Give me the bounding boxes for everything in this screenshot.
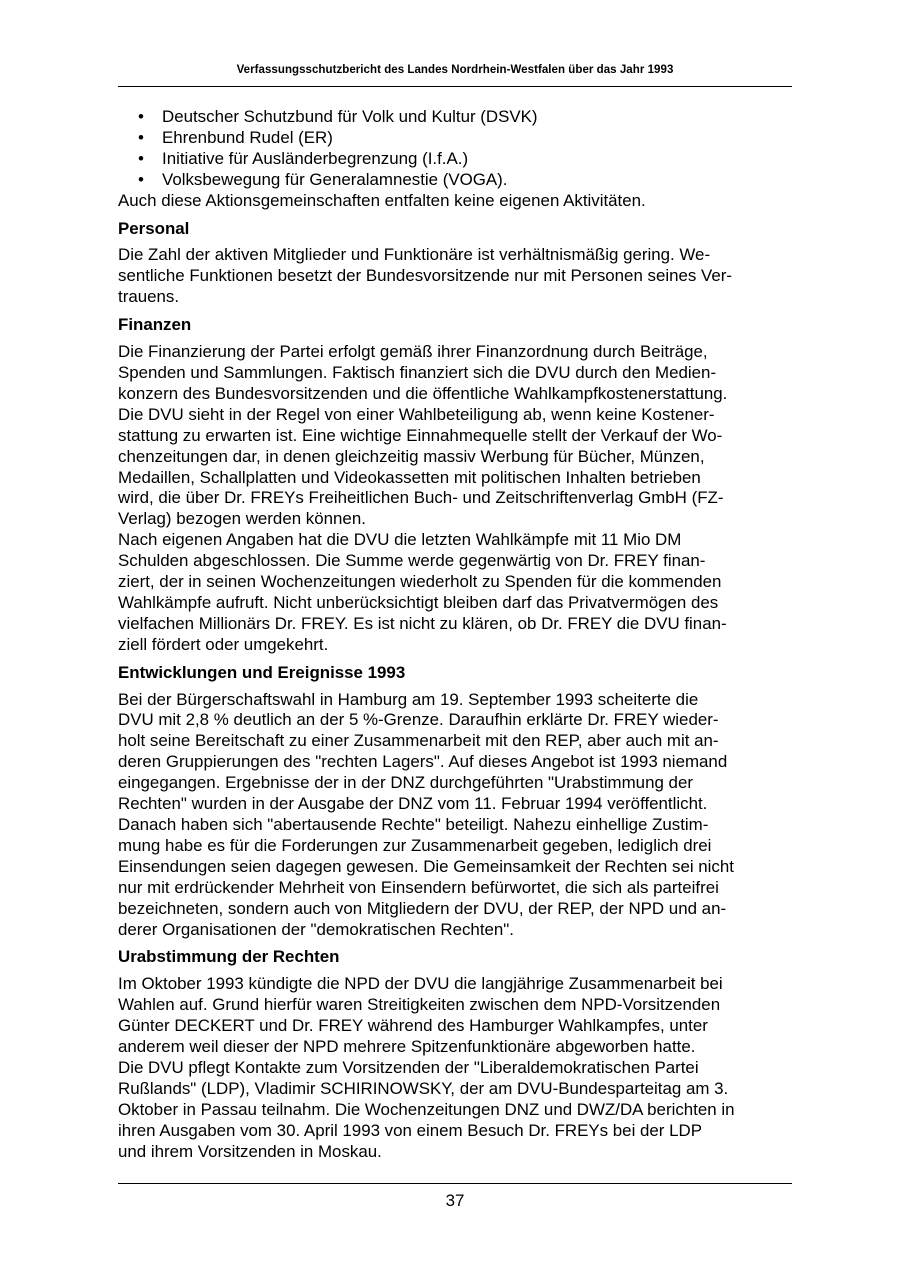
bullet-glyph: • (138, 169, 144, 189)
section-heading-finanzen: Finanzen (118, 315, 192, 335)
footer-rule (118, 1183, 792, 1184)
paragraph-entwicklungen: Bei der Bürgerschaftswahl in Hamburg am 19. September 1993 scheiterte die DVU mit 2,8 % deutlich an der 5 %-Grenze. Daraufhin erklärte Dr. FREY wieder- holt seine Bereitschaft zu einer Zusammenarbeit mit den REP, aber auch mit an- deren Gruppierungen des "rechten Lagers". Auf dieses Angebot ist 1993 niemand eingegangen. Ergebnisse der in der DNZ durchgeführten "Urabstimmung der Rechten" wurden in der Ausgabe der DNZ vom 11. Februar 1994 veröffentlicht. Danach haben sich "abertausende Rechte" beteiligt. Nahezu einhellige Zustim- mung habe es für die Forderungen zur Zusammenarbeit gegeben, lediglich drei Einsendungen seien dagegen gewesen. Die Gemeinsamkeit der Rechten sei nicht nur mit erdrückender Mehrheit von Einsendern befürwortet, die sich als parteifrei bezeichneten, sondern auch von Mitgliedern der DVU, der REP, der NPD und an- derer Organisationen der "demokratischen Rechten". (118, 689, 734, 939)
organization-list (118, 107, 792, 191)
section-heading-entwicklungen: Entwicklungen und Ereignisse 1993 (118, 662, 406, 682)
paragraph-personal: Die Zahl der aktiven Mitglieder und Funktionäre ist verhältnismäßig gering. We- sentliche Funktionen besetzt der Bundesvorsitzende nur mit Personen seines Ver- trauens. (118, 245, 733, 307)
list-item-text: Ehrenbund Rudel (ER) (162, 127, 333, 147)
list-closing-text: Auch diese Aktionsgemeinschaften entfalten keine eigenen Aktivitäten. (118, 190, 646, 210)
page-number: 37 (445, 1191, 465, 1210)
list-item-text: Deutscher Schutzbund für Volk und Kultur (DSVK) (162, 107, 538, 126)
list-item (118, 170, 792, 191)
running-header: Verfassungsschutzbericht des Landes Nordrhein-Westfalen über das Jahr 1993 (236, 64, 674, 76)
list-item-text: Initiative für Ausländerbegrenzung (I.f.A.) (162, 148, 469, 168)
section-heading-personal: Personal (118, 218, 190, 238)
list-item (118, 128, 792, 149)
header-rule (118, 86, 792, 87)
list-item (118, 107, 792, 128)
bullet-glyph: • (138, 127, 144, 147)
document-page (118, 0, 792, 1273)
paragraph-finanzen-2: Nach eigenen Angaben hat die DVU die letzten Wahlkämpfe mit 11 Mio DM Schulden abgeschlossen. Die Summe werde gegenwärtig von Dr. FREY finan- ziert, der in seinen Wochenzeitungen wiederholt zu Spenden für die kommenden Wahlkämpfe aufruft. Nicht unberücksichtigt bleiben darf das Privatvermögen des vielfachen Millionärs Dr. FREY. Es ist nicht zu klären, ob Dr. FREY die DVU finan- ziell fördert oder umgekehrt. (118, 530, 727, 654)
paragraph-urabstimmung-2: Die DVU pflegt Kontakte zum Vorsitzenden der "Liberaldemokratischen Partei Rußlands" (LDP), Vladimir SCHIRINOWSKY, der am DVU-Bundesparteitag am 3. Oktober in Passau teilnahm. Die Wochenzeitungen DNZ und DWZ/DA berichten in ihren Ausgaben vom 30. April 1993 von einem Besuch Dr. FREYs bei der LDP und ihrem Vorsitzenden in Moskau. (118, 1057, 735, 1161)
paragraph-urabstimmung-1: Im Oktober 1993 kündigte die NPD der DVU die langjährige Zusammenarbeit bei Wahlen auf. Grund hierfür waren Streitigkeiten zwischen dem NPD-Vorsitzenden Günter DECKERT und Dr. FREY während des Hamburger Wahlkampfes, unter anderem weil dieser der NPD mehrere Spitzenfunktionäre abgeworben hatte. (118, 974, 723, 1057)
list-item-text: Volksbewegung für Generalamnestie (VOGA). (162, 169, 508, 189)
paragraph-finanzen-1: Die Finanzierung der Partei erfolgt gemäß ihrer Finanzordnung durch Beiträge, Spenden und Sammlungen. Faktisch finanziert sich die DVU durch den Medien- konzern des Bundesvorsitzenden und die öffentliche Wahlkampfkostenerstattung. Die DVU sieht in der Regel von einer Wahlbeteiligung ab, wenn keine Kostener- stattung zu erwarten ist. Eine wichtige Einnahmequelle stellt der Verkauf der Wo- chenzeitungen dar, in denen gleichzeitig massiv Werbung für Bücher, Münzen, Medaillen, Schallplatten und Videokassetten mit politischen Inhalten betrieben wird, die über Dr. FREYs Freiheitlichen Buch- und Zeitschriftenverlag GmbH (FZ- Verlag) bezogen werden können. (118, 342, 728, 529)
list-item (118, 149, 792, 170)
bullet-glyph: • (138, 107, 144, 126)
bullet-glyph: • (138, 148, 144, 168)
page-content (118, 107, 792, 1163)
section-heading-urabstimmung: Urabstimmung der Rechten (118, 947, 340, 967)
